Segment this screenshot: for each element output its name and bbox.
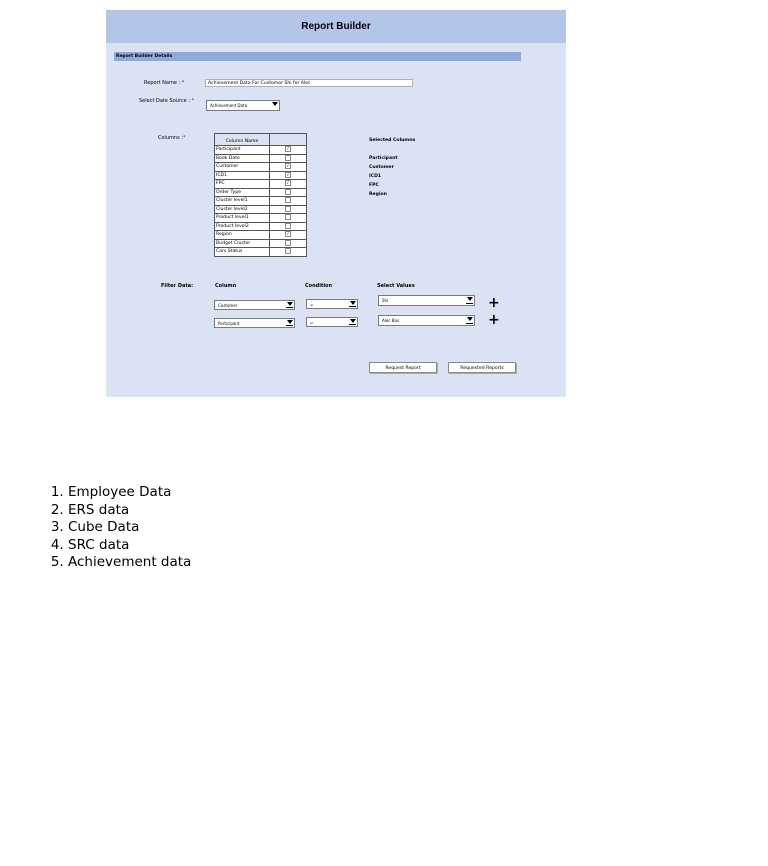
column-checkbox[interactable]: ✓ <box>286 163 290 168</box>
column-check-cell <box>270 180 307 189</box>
data-source-select[interactable]: Achievement Data <box>206 100 280 111</box>
selected-column-item: Region <box>369 192 387 197</box>
column-name-cell: Book Date <box>215 154 270 163</box>
columns-table <box>214 133 307 257</box>
column-checkbox[interactable]: ✓ <box>286 180 290 185</box>
column-checkbox[interactable] <box>285 240 291 246</box>
column-checkbox[interactable] <box>285 206 291 212</box>
filter-values-select[interactable]: Alec Bas <box>378 315 475 326</box>
chevron-down-icon <box>287 302 293 306</box>
list-item: 4. SRC data <box>68 537 191 555</box>
column-name-header: Column Name <box>215 134 270 146</box>
columns-label: Columns :* <box>158 135 186 141</box>
filter-data-label: Filter Data: <box>161 283 194 289</box>
filter-column-header: Column <box>215 283 237 289</box>
requested-reports-button[interactable]: Requested Reports <box>448 362 516 373</box>
column-checkbox[interactable]: ✓ <box>286 231 290 236</box>
filter-values-select[interactable]: Shi <box>378 295 475 306</box>
filter-condition-select[interactable]: = <box>306 317 358 327</box>
report-builder-panel <box>106 10 566 397</box>
column-check-cell <box>270 188 307 197</box>
column-row <box>215 146 307 155</box>
column-row <box>215 197 307 206</box>
column-row <box>215 188 307 197</box>
column-name-cell: Cluster level2 <box>215 205 270 214</box>
column-row <box>215 163 307 172</box>
section-title: Report Builder Details <box>114 52 521 61</box>
column-check-cell <box>270 146 307 155</box>
column-name-cell: Order Type <box>215 188 270 197</box>
chevron-down-icon <box>287 320 293 324</box>
column-check-cell <box>270 222 307 231</box>
report-name-input[interactable]: Achievement Data For Customer Shi for Alec <box>205 79 413 87</box>
column-check-cell <box>270 205 307 214</box>
list-item: 3. Cube Data <box>68 519 191 537</box>
selected-column-item: Customer <box>369 165 394 170</box>
column-check-header <box>270 134 307 146</box>
report-name-label: Report Name : * <box>144 80 185 86</box>
panel-title: Report Builder <box>106 10 566 43</box>
data-source-list <box>44 484 191 572</box>
column-row <box>215 205 307 214</box>
list-item: 2. ERS data <box>68 502 191 520</box>
chevron-down-icon <box>467 297 473 301</box>
column-name-cell: Cars Status <box>215 248 270 257</box>
filter-column-select[interactable]: Participant <box>214 318 295 328</box>
column-name-cell: Product level2 <box>215 222 270 231</box>
chevron-down-icon <box>350 301 356 305</box>
column-row <box>215 248 307 257</box>
column-checkbox[interactable]: ✓ <box>286 146 290 151</box>
column-checkbox[interactable]: ✓ <box>286 171 290 177</box>
column-name-cell: Budget Cluster <box>215 239 270 248</box>
column-row <box>215 154 307 163</box>
column-name-cell: Cluster level1 <box>215 197 270 206</box>
column-name-cell: Participant <box>215 146 270 155</box>
data-source-label: Select Date Source : * <box>139 98 195 104</box>
column-row <box>215 231 307 240</box>
filter-values-header: Select Values <box>377 283 415 289</box>
column-checkbox[interactable] <box>285 248 291 254</box>
column-row <box>215 214 307 223</box>
column-name-cell: Customer <box>215 163 270 172</box>
filter-condition-header: Condition <box>305 283 333 289</box>
column-check-cell <box>270 231 307 240</box>
filter-condition-select[interactable]: = <box>306 299 358 309</box>
column-check-cell <box>270 171 307 180</box>
column-checkbox[interactable] <box>285 223 291 229</box>
column-check-cell <box>270 248 307 257</box>
column-check-cell <box>270 214 307 223</box>
chevron-down-icon <box>272 102 278 106</box>
column-check-cell <box>270 197 307 206</box>
column-name-cell: ICD1 <box>215 171 270 180</box>
selected-column-item: ICD1 <box>369 174 382 179</box>
filter-column-select[interactable]: Customer <box>214 300 295 310</box>
list-item: 5. Achievement data <box>68 554 191 572</box>
column-check-cell <box>270 154 307 163</box>
add-filter-icon[interactable]: + <box>488 295 500 311</box>
column-row <box>215 222 307 231</box>
column-name-cell: FPC <box>215 180 270 189</box>
chevron-down-icon <box>350 319 356 323</box>
column-row <box>215 171 307 180</box>
selected-columns-title: Selected Columns <box>369 138 416 143</box>
chevron-down-icon <box>467 317 473 321</box>
column-checkbox[interactable] <box>285 189 291 195</box>
column-checkbox[interactable] <box>285 214 291 220</box>
column-checkbox[interactable] <box>285 155 291 161</box>
column-row <box>215 180 307 189</box>
list-item: 1. Employee Data <box>68 484 191 502</box>
column-check-cell <box>270 239 307 248</box>
column-check-cell <box>270 163 307 172</box>
column-name-cell: Region <box>215 231 270 240</box>
selected-column-item: Participant <box>369 156 398 161</box>
column-name-cell: Product level1 <box>215 214 270 223</box>
column-row <box>215 239 307 248</box>
add-filter-icon[interactable]: + <box>488 312 500 328</box>
column-checkbox[interactable] <box>285 197 291 203</box>
request-report-button[interactable]: Request Report <box>369 362 437 373</box>
selected-column-item: FPC <box>369 183 379 188</box>
